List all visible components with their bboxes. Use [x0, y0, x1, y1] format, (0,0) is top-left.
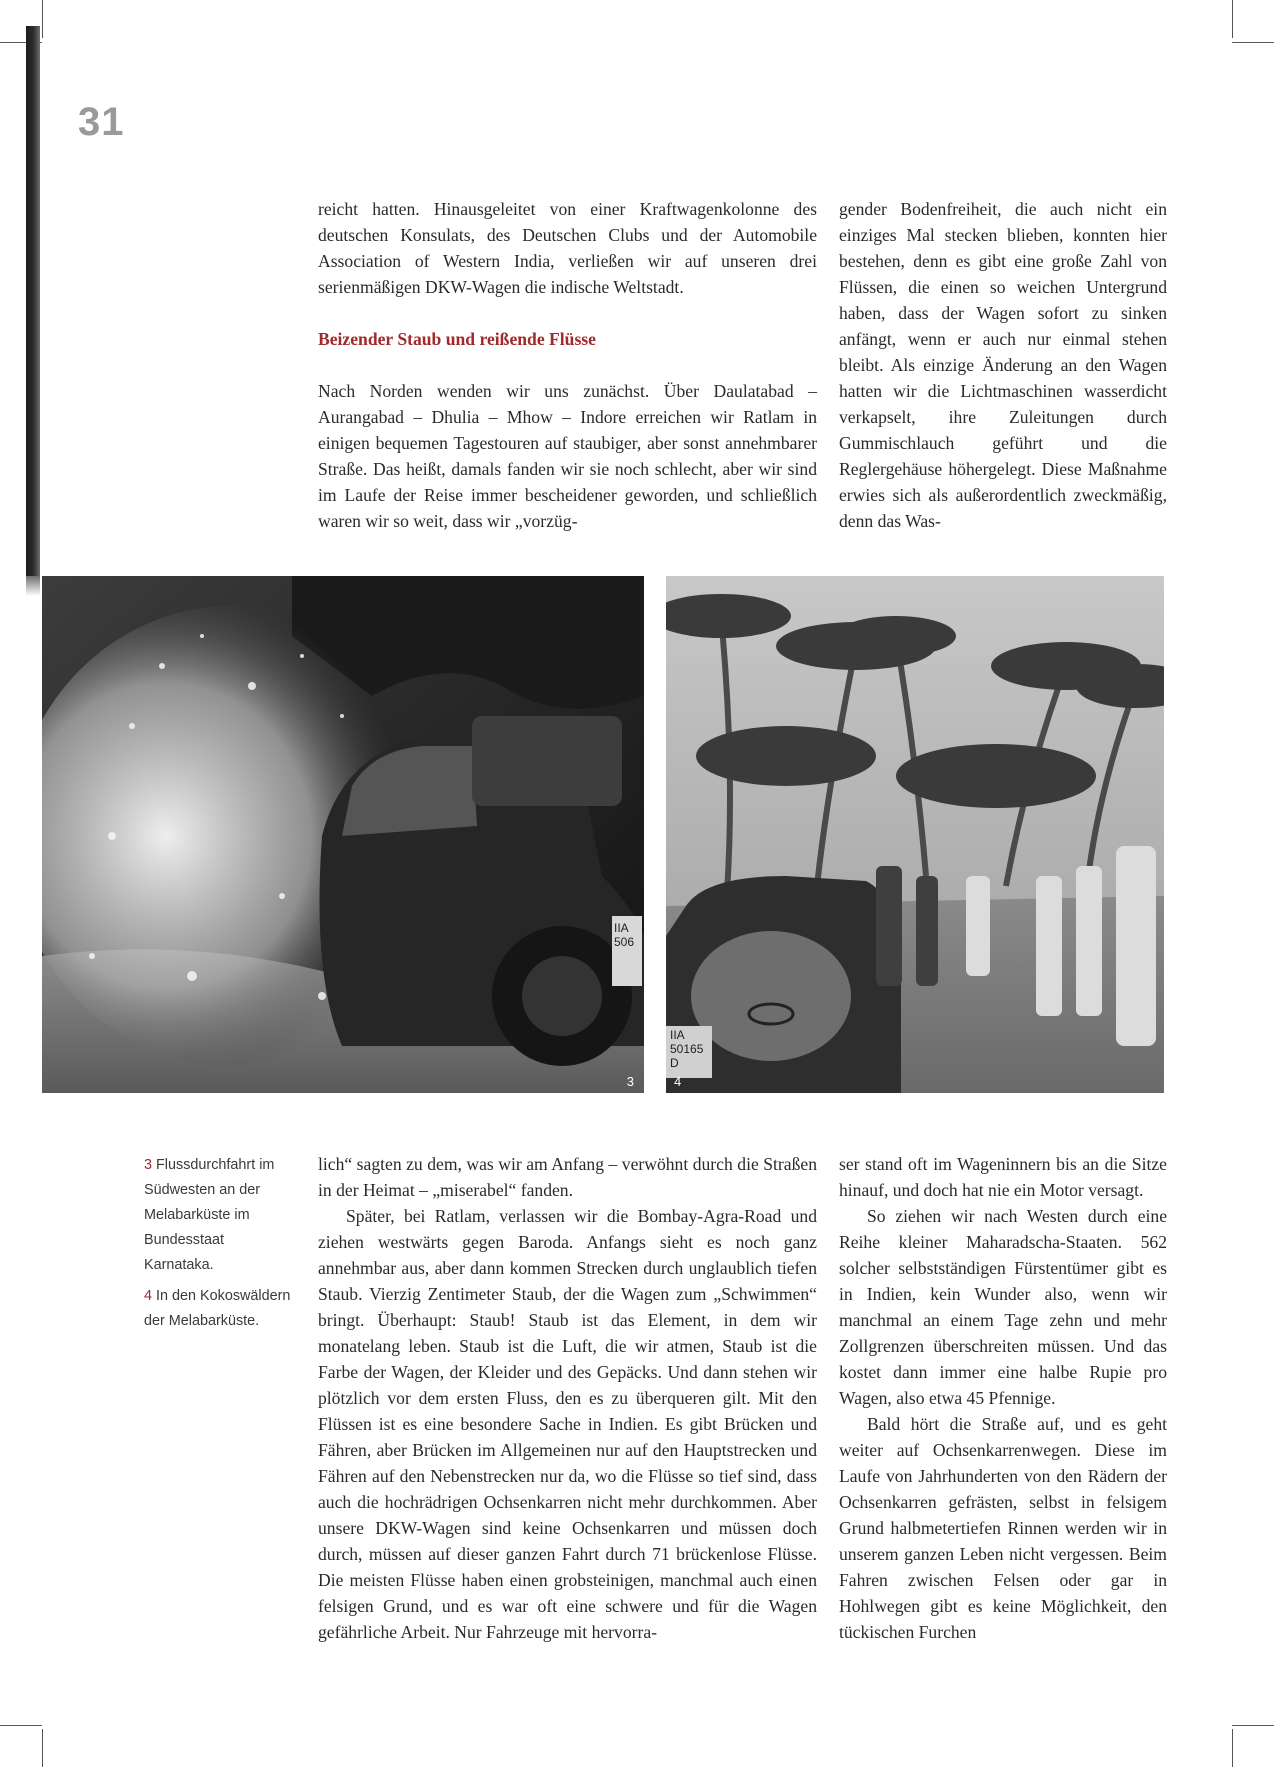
caption-number: 4	[144, 1288, 153, 1304]
paragraph: lich“ sagten zu dem, was wir am Anfang – verwöhnt durch die Straßen in der Heimat – „miserabel“ fanden.	[318, 1154, 817, 1200]
license-plate: IIA 506	[614, 921, 635, 949]
crop-mark	[1232, 1725, 1274, 1726]
crop-mark	[1232, 0, 1233, 38]
crop-mark	[42, 0, 43, 38]
paragraph: Später, bei Ratlam, verlassen wir die Bombay-Agra-Road und ziehen westwärts gegen Baroda. Anfangs sieht es noch ganz annehmbar aus, aber dann kommen Strecken durch unglaublich tiefen Staub. Vierzig Zentimeter Staub, der die Wagen zum „Schwimmen“ bringt. Überhaupt: Staub! Staub ist das Element, in dem wir monatelang leben. Staub ist die Luft, die wir atmen, Staub ist die Farbe der Wagen, der Kleider und des Gepäcks. Und dann stehen wir plötzlich vor dem ersten Fluss, den es zu überqueren gilt. Mit den Flüssen ist es eine besondere Sache in Indien. Es gibt Brücken und Fähren, aber Brücken im Allgemeinen nur auf den Hauptstrecken und Fähren auf den Nebenstrecken nur da, wo die Flüsse so tief sind, dass auch die hochrädrigen Ochsenkarren nicht mehr durchkommen. Aber unsere DKW-Wagen sind keine Ochsenkarren und müssen doch durch, müssen auf dieser ganzen Fahrt durch 71 brückenlose Flüsse. Die meisten Flüsse haben einen grobsteinigen, manchmal auch einen felsigen Grund, und es war oft eine schwere und für die Wagen gefährliche Arbeit. Nur Fahrzeuge mit hervorra-	[318, 1206, 817, 1642]
photo-number: 4	[674, 1074, 682, 1089]
photo-number: 3	[626, 1074, 634, 1089]
paragraph: reicht hatten. Hinausgeleitet von einer Kraftwagenkolonne des deutschen Konsulats, des Deutschen Clubs und der Automobile Association of Western India, verließen wir auf unseren drei serienmäßigen DKW-Wagen die indische Weltstadt.	[318, 199, 817, 297]
paragraph: gender Bodenfreiheit, die auch nicht ein einziges Mal stecken blieben, konnten hier bestehen, denn es gibt eine große Zahl von Flüssen, die einen so weichen Untergrund haben, dass der Wagen sofort zu sinken anfängt, wenn er auch nur einmal stehen bleibt. Als einzige Änderung an den Wagen hatten wir die Lichtmaschinen wasserdicht verkapselt, ihre Zuleitungen durch Gummischlauch geführt und die Reglergehäuse höhergelegt. Diese Maßnahme erwies sich als außerordentlich zweckmäßig, denn das Was-	[839, 199, 1167, 531]
caption-text: Flussdurchfahrt im Südwesten an der Melabarküste im Bundesstaat Karnataka.	[144, 1157, 275, 1273]
text-column-bottom-left	[318, 1151, 817, 1645]
photo-caption-3	[144, 1153, 294, 1278]
section-heading: Beizender Staub und reißende Flüsse	[318, 329, 596, 349]
text-column-bottom-right	[839, 1151, 1167, 1645]
crop-mark	[1232, 1729, 1233, 1767]
page-number: 31	[78, 100, 125, 144]
license-plate: IIA 50165 D	[670, 1028, 704, 1070]
caption-text: In den Kokoswäldern der Melabarküste.	[144, 1288, 291, 1329]
caption-number: 3	[144, 1157, 153, 1173]
paragraph: So ziehen wir nach Westen durch eine Reihe kleiner Maharadscha-Staaten. 562 solcher selbstständigen Fürstentümer gibt es in Indien, kein Wunder also, wenn wir manchmal an einem Tage zehn und mehr Zollgrenzen überschreiten müssen. Und das kostet dann immer eine halbe Rupie pro Wagen, also etwa 45 Pfennige.	[839, 1206, 1167, 1408]
text-column-top-left	[318, 196, 817, 534]
crop-mark	[1232, 42, 1274, 43]
paragraph: Bald hört die Straße auf, und es geht weiter auf Ochsenkarrenwegen. Diese im Laufe von Jahrhunderten von den Rädern der Ochsenkarren gefrästen, selbst in felsigem Grund halbmetertiefen Rinnen werden wir in unserem ganzen Leben nicht vergessen. Beim Fahren zwischen Felsen oder gar in Hohlwegen gibt es keine Möglichkeit, den tückischen Furchen	[839, 1414, 1167, 1642]
text-column-top-right	[839, 196, 1167, 534]
crop-mark	[42, 1729, 43, 1767]
paragraph: ser stand oft im Wageninnern bis an die Sitze hinauf, und doch hat nie ein Motor versagt.	[839, 1154, 1167, 1200]
page-edge-strip	[26, 26, 40, 576]
photo-caption-4	[144, 1284, 294, 1334]
photo-coconut-forest	[666, 576, 1164, 1093]
photo-river-crossing	[42, 576, 644, 1093]
crop-mark	[0, 1725, 42, 1726]
paragraph: Nach Norden wenden wir uns zunächst. Über Daulatabad – Aurangabad – Dhulia – Mhow – Indore erreichen wir Ratlam in einigen bequemen Tagestouren auf staubiger, aber sonst annehmbarer Straße. Das heißt, damals fanden wir sie noch schlecht, aber wir sind im Laufe der Reise immer bescheidener geworden, und schließlich waren wir so weit, dass wir „vorzüg-	[318, 381, 817, 531]
